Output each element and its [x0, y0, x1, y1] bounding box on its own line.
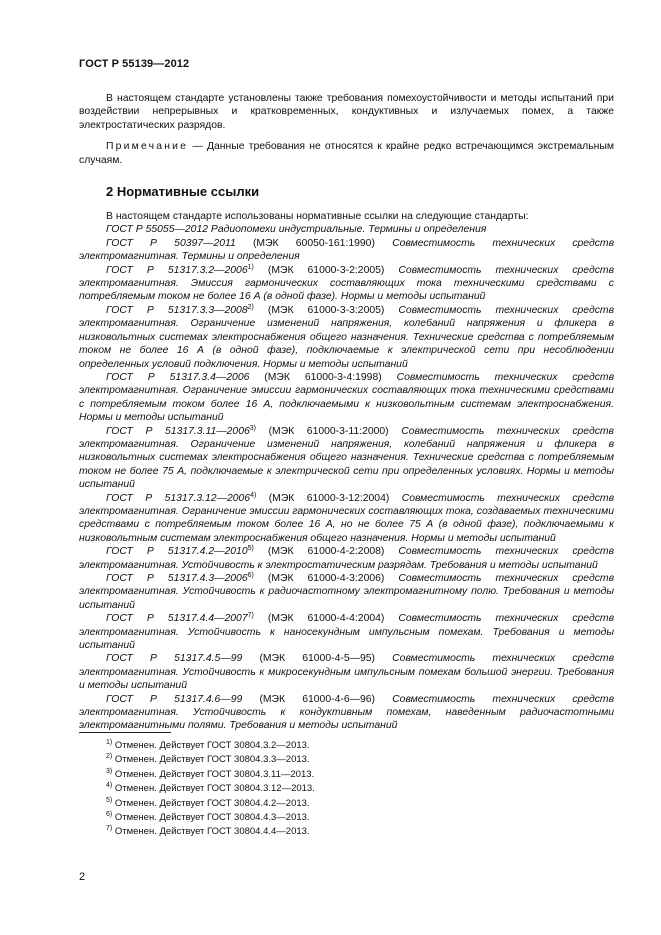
reference-code: ГОСТ Р 51317.3.3—2008 [106, 304, 248, 316]
references-list [79, 210, 614, 733]
footnote [106, 797, 315, 811]
reference-iec: (МЭК 61000-4-2:2008) [253, 546, 385, 558]
reference-iec: (МЭК 61000-4-5—95) [242, 653, 376, 665]
footnote-text: Отменен. Действует ГОСТ 30804.3.3—2013. [112, 754, 310, 766]
reference-code: ГОСТ Р 51317.4.4—2007 [106, 613, 248, 625]
document-header: ГОСТ Р 55139—2012 [79, 58, 190, 70]
reference-iec: (МЭК 61000-3-11:2000) [255, 425, 389, 437]
reference-title: Совместимость технических средств электромагнитная. Ограничение изменений напряжения, колебаний напряжения и фликера в низковольтных системах электроснабжения общего назначения. Технические средства с потребляемым током не более 16 А (в одной фазе), подключаемые к электрической сети при несоблюдении определенных условий подключения. Нормы и методы испытаний [79, 304, 614, 370]
footnote-text: Отменен. Действует ГОСТ 30804.4.3—2013. [112, 812, 310, 824]
footnote-number: 2) [106, 753, 113, 761]
reference-code: ГОСТ Р 51317.3.12—2006 [106, 492, 251, 504]
reference-title: Совместимость технических средств электромагнитная. Ограничение изменений напряжения, колебаний напряжения и фликера в низковольтных системах электроснабжения общего назначения. Технические средства с потребляемым током не более 75 А, подключаемые к электрической сети при определенных условиях. Нормы и методы испытаний [79, 425, 614, 491]
reference-code: ГОСТ Р 51317.4.3—2006 [106, 573, 248, 584]
footnote-divider [79, 732, 171, 733]
footnote-number: 3) [106, 767, 113, 775]
footnote-number: 6) [106, 811, 113, 819]
footnote-text: Отменен. Действует ГОСТ 30804.3.2—2013. [112, 740, 310, 751]
footnote [106, 811, 315, 825]
reference-item [79, 492, 614, 546]
reference-code: ГОСТ Р 55055—2012 [106, 224, 208, 236]
reference-item [79, 223, 614, 236]
reference-item [79, 545, 614, 572]
document-body [79, 92, 614, 733]
reference-iec: (МЭК 61000-4-6—96) [242, 693, 376, 705]
reference-footnote-mark: 1) [247, 263, 254, 271]
page-number: 2 [79, 871, 86, 883]
footnote [106, 739, 315, 753]
reference-title: Совместимость технических средств электромагнитная. Термины и определения [79, 237, 614, 263]
footnote-number: 4) [106, 782, 113, 790]
footnote-text: Отменен. Действует ГОСТ 30804.4.4—2013. [112, 826, 310, 838]
reference-footnote-mark: 3) [249, 424, 256, 432]
footnote-number: 1) [106, 739, 113, 746]
reference-item [79, 425, 614, 492]
reference-item [79, 572, 614, 612]
reference-item [79, 237, 614, 264]
reference-item [79, 652, 614, 692]
references-lead: В настоящем стандарте использованы нормативные ссылки на следующие стандарты: [106, 211, 529, 223]
footnotes-list [106, 739, 315, 840]
reference-title: Совместимость технических средств электромагнитная. Устойчивость к радиочастотному электромагнитному полю. Требования и методы испытаний [79, 573, 614, 611]
reference-title: Совместимость технических средств электромагнитная. Устойчивость к кондуктивным помехам, наведенным радиочастотными электромагнитными полями. Требования и методы испытаний [79, 693, 614, 732]
reference-iec: (МЭК 60050-161:1990) [235, 237, 375, 249]
reference-title: Совместимость технических средств электромагнитная. Устойчивость к электростатическим разрядам. Требования и методы испытаний [79, 546, 614, 571]
footnote-text: Отменен. Действует ГОСТ 30804.3.11—2013. [112, 768, 315, 780]
reference-footnote-mark: 5) [247, 545, 254, 553]
reference-item [79, 304, 614, 371]
reference-iec: (МЭК 61000-4-3:2006) [253, 573, 385, 584]
reference-code: ГОСТ Р 51317.4.2—2010 [106, 546, 248, 558]
reference-iec: (МЭК 61000-4-4:2004) [253, 613, 385, 625]
reference-item [79, 264, 614, 304]
reference-code: ГОСТ Р 51317.4.6—99 [106, 693, 243, 705]
reference-footnote-mark: 6) [247, 572, 254, 579]
reference-footnote-mark: 4) [250, 491, 257, 499]
reference-title: Радиопомехи индустриальные. Термины и определения [208, 224, 487, 236]
reference-code: ГОСТ Р 51317.3.11—2006 [106, 425, 250, 437]
reference-iec: (МЭК 61000-3-12:2004) [256, 492, 390, 504]
reference-iec: (МЭК 61000-3-4:1998) [249, 371, 382, 383]
note-text: — Данные требования не относятся к крайне редко встречающимся экстремальным случаям. [79, 141, 614, 166]
reference-item [79, 371, 614, 425]
reference-title: Совместимость технических средств электромагнитная. Ограничение эмиссии гармонических составляющих тока, создаваемых техническими средствами с потребляемым током более 16 А, но не более 75 А (в одной фазе), подключаемыми к низковольтным системам электроснабжения общего назначения. Нормы и методы испытаний [79, 492, 614, 544]
reference-code: ГОСТ Р 51317.3.4—2006 [106, 371, 250, 383]
reference-title: Совместимость технических средств электромагнитная. Ограничение эмиссии гармонических составляющих тока техническими средствами с потребляемым током более 16 А, подключаемыми к низковольтным системам электроснабжения. Нормы и методы испытаний [79, 371, 614, 424]
reference-footnote-mark: 2) [247, 303, 254, 311]
footnote [106, 782, 315, 796]
footnote [106, 825, 315, 839]
reference-code: ГОСТ Р 50397—2011 [106, 237, 236, 249]
footnote-text: Отменен. Действует ГОСТ 30804.3.12—2013. [112, 783, 315, 795]
reference-footnote-mark: 7) [247, 612, 254, 620]
reference-title: Совместимость технических средств электромагнитная. Устойчивость к наносекундным импульсным помехам. Требования и методы испытаний [79, 613, 614, 652]
footnote [106, 753, 315, 767]
note [79, 140, 614, 167]
reference-iec: (МЭК 61000-3-3:2005) [253, 304, 385, 316]
reference-code: ГОСТ Р 51317.3.2—2006 [106, 264, 248, 276]
footnote [106, 768, 315, 782]
footnote-number: 7) [106, 825, 113, 833]
reference-code: ГОСТ Р 51317.4.5—99 [106, 653, 243, 665]
reference-item [79, 612, 614, 652]
footnote-number: 5) [106, 796, 113, 804]
reference-title: Совместимость технических средств электромагнитная. Эмиссия гармонических составляющих тока техническими средствами с потребляемым током не более 16 А (в одной фазе). Нормы и методы испытаний [79, 264, 614, 303]
reference-title: Совместимость технических средств электромагнитная. Устойчивость к микросекундным импульсным помехам большой энергии. Требования и методы испытаний [79, 653, 614, 692]
footnote-text: Отменен. Действует ГОСТ 30804.4.2—2013. [112, 797, 310, 809]
section-title: 2 Нормативные ссылки [106, 184, 260, 200]
reference-iec: (МЭК 61000-3-2:2005) [253, 264, 385, 276]
note-label: Примечание [106, 141, 189, 153]
reference-item [79, 693, 614, 733]
intro-paragraph: В настоящем стандарте установлены также требования помехоустойчивости и методы испытаний при воздействии непрерывных и кратковременных, кондуктивных и излучаемых помех, а также электростатических разрядов. [79, 93, 614, 131]
